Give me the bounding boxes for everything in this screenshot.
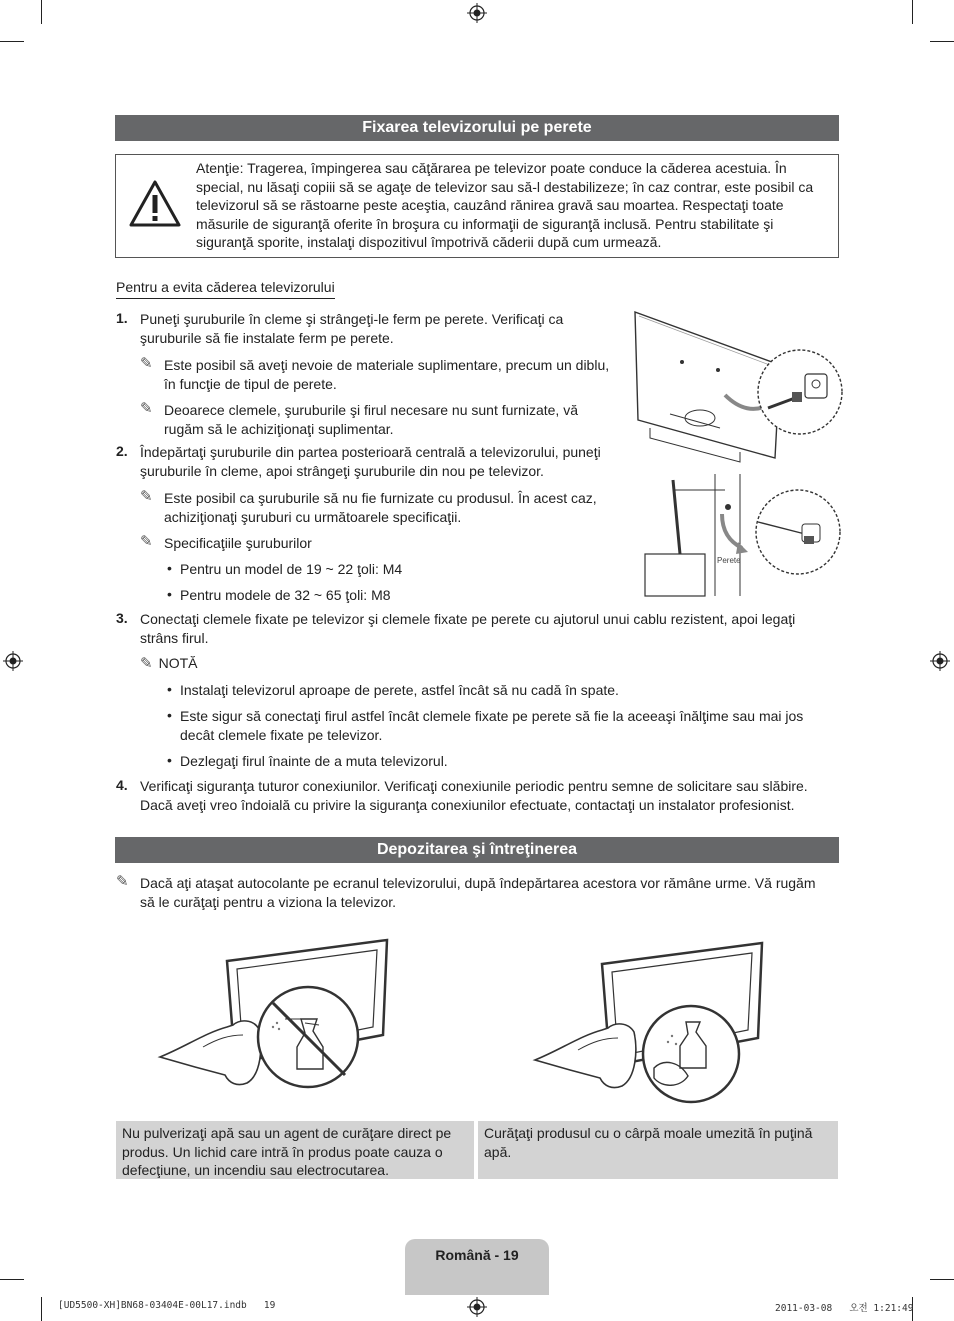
bullet: • bbox=[167, 586, 172, 602]
pencil-note-icon: ✎ bbox=[140, 355, 153, 372]
spec-m8: Pentru modele de 32 ~ 65 ţoli: M8 bbox=[180, 587, 391, 603]
note-bullet-2: Este sigur să conectaţi firul astfel încât clemele fixate pe perete să fie la aceeaşi înălţime sau mai jos decât clemele fixate pe televizor. bbox=[180, 708, 804, 743]
note-label: NOTĂ bbox=[158, 655, 198, 671]
crop-mark bbox=[0, 1279, 24, 1280]
step-number: 4. bbox=[116, 777, 128, 793]
pencil-note-icon: ✎ bbox=[140, 400, 153, 417]
note-text: Specificaţiile şuruburilor bbox=[164, 535, 312, 551]
date-info: 2011-03-08 오전 1:21:49 bbox=[775, 1303, 914, 1314]
bullet: • bbox=[167, 752, 172, 768]
pencil-note-icon: ✎ bbox=[140, 533, 153, 550]
pencil-note-icon: ✎ bbox=[116, 873, 129, 890]
step-number: 2. bbox=[116, 443, 128, 459]
crop-mark bbox=[41, 0, 42, 24]
step1-text: Puneţi şuruburile în cleme şi strângeţi-le ferm pe perete. Verificaţi ca şuruburile să fie instalate ferm pe perete. bbox=[140, 311, 564, 346]
note-text: Este posibil să aveţi nevoie de materiale suplimentare, precum un diblu, în funcţie de tipul de perete. bbox=[164, 357, 610, 392]
note-bullet-3: Dezlegaţi firul înainte de a muta televizorul. bbox=[180, 753, 448, 769]
step-number: 3. bbox=[116, 610, 128, 626]
registration-mark-icon bbox=[3, 651, 23, 671]
registration-mark-icon bbox=[467, 3, 487, 23]
wall-clamp-illustration bbox=[640, 472, 845, 597]
bullet: • bbox=[167, 707, 172, 723]
section-title-storage-maintenance: Depozitarea şi întreţinerea bbox=[115, 837, 839, 863]
crop-mark bbox=[41, 1297, 42, 1321]
file-info: [UD5500-XH]BN68-03404E-00L17.indb 19 bbox=[58, 1300, 276, 1311]
step2-text: Îndepărtaţi şuruburile din partea posterioară centrală a televizorului, puneţi şuruburile în cleme, apoi strângeţi şuruburile din nou pe televizor. bbox=[140, 444, 601, 479]
subheading-prevent-fall: Pentru a evita căderea televizorului bbox=[116, 278, 335, 299]
crop-mark bbox=[930, 1279, 954, 1280]
tv-back-clamp-illustration bbox=[630, 310, 845, 470]
note-text: Este posibil ca şuruburile să nu fie furnizate cu produsul. În acest caz, achiziţionaţi şuruburi cu următoarele specificaţii. bbox=[164, 490, 597, 525]
step1-note1 bbox=[140, 356, 610, 393]
step2-note1 bbox=[140, 489, 610, 526]
warning-label: Atenţie bbox=[196, 160, 240, 176]
wall-label: Perete bbox=[717, 556, 741, 565]
crop-mark bbox=[0, 41, 24, 42]
caption-damp-cloth: Curăţaţi produsul cu o cârpă moale umezită în puţină apă. bbox=[478, 1121, 838, 1179]
registration-mark-icon bbox=[930, 651, 950, 671]
bullet: • bbox=[167, 560, 172, 576]
sticker-note bbox=[116, 874, 831, 911]
bullet: • bbox=[167, 681, 172, 697]
step1-note2 bbox=[140, 401, 610, 438]
crop-mark bbox=[930, 41, 954, 42]
note-text: Dacă aţi ataşat autocolante pe ecranul televizorului, după îndepărtarea acestora vor rămâne urme. Vă rugăm să le curăţaţi pentru a viziona la televizor. bbox=[140, 875, 816, 910]
no-spray-illustration bbox=[155, 935, 395, 1095]
step-number: 1. bbox=[116, 310, 128, 326]
warning-triangle-icon bbox=[128, 179, 182, 229]
note-bullet-1: Instalaţi televizorul aproape de perete, astfel încât să nu cadă în spate. bbox=[180, 682, 619, 698]
warning-box bbox=[115, 154, 839, 258]
damp-cloth-illustration bbox=[530, 938, 770, 1103]
step2-note2 bbox=[140, 534, 610, 553]
note-text: Deoarece clemele, şuruburile şi firul necesare nu sunt furnizate, vă rugăm să le achiziţionaţi suplimentar. bbox=[164, 402, 578, 437]
step3-text: Conectaţi clemele fixate pe televizor şi clemele fixate pe perete cu ajutorul unui cablu rezistent, apoi legaţi strâns firul. bbox=[140, 611, 796, 646]
page-number-tab bbox=[405, 1239, 549, 1295]
warning-body: : Tragerea, împingerea sau căţărarea pe televizor poate conduce la căderea acestuia. În special, nu lăsaţi copiii să se agaţe de televizor sau să-l destabilizeze; în caz contrar, este posibil ca televizorul să se răstoarne peste aceştia, cauzând rănirea gravă sau moartea. Respectaţi toate măsurile de siguranţă oferite în broşura cu informaţii de siguranţă inclusă. Pentru stabilitate şi siguranţă sporite, instalaţi dispozitivul împotrivă căderii după cum urmează. bbox=[196, 160, 814, 250]
spec-m4: Pentru un model de 19 ~ 22 ţoli: M4 bbox=[180, 561, 403, 577]
caption-no-spray: Nu pulverizaţi apă sau un agent de curăţare direct pe produs. Un lichid care intră în produs poate cauza o defecţiune, un incendiu sau electrocutarea. bbox=[116, 1121, 474, 1179]
registration-mark-icon bbox=[467, 1297, 487, 1317]
pencil-note-icon: ✎ bbox=[140, 488, 153, 505]
crop-mark bbox=[912, 0, 913, 24]
step4-text: Verificaţi siguranţa tuturor conexiunilor. Verificaţi conexiunile periodic pentru semne de solicitare sau slăbire. Dacă aveţi vreo îndoială cu privire la siguranţa conexiunilor efectuate, contactaţi un instalator profesionist. bbox=[140, 778, 808, 813]
page-number: Română - 19 bbox=[435, 1247, 519, 1263]
warning-text bbox=[196, 159, 826, 252]
note-heading bbox=[140, 654, 197, 674]
pencil-note-icon: ✎ bbox=[140, 655, 153, 672]
section-title-wall-mount: Fixarea televizorului pe perete bbox=[115, 115, 839, 141]
